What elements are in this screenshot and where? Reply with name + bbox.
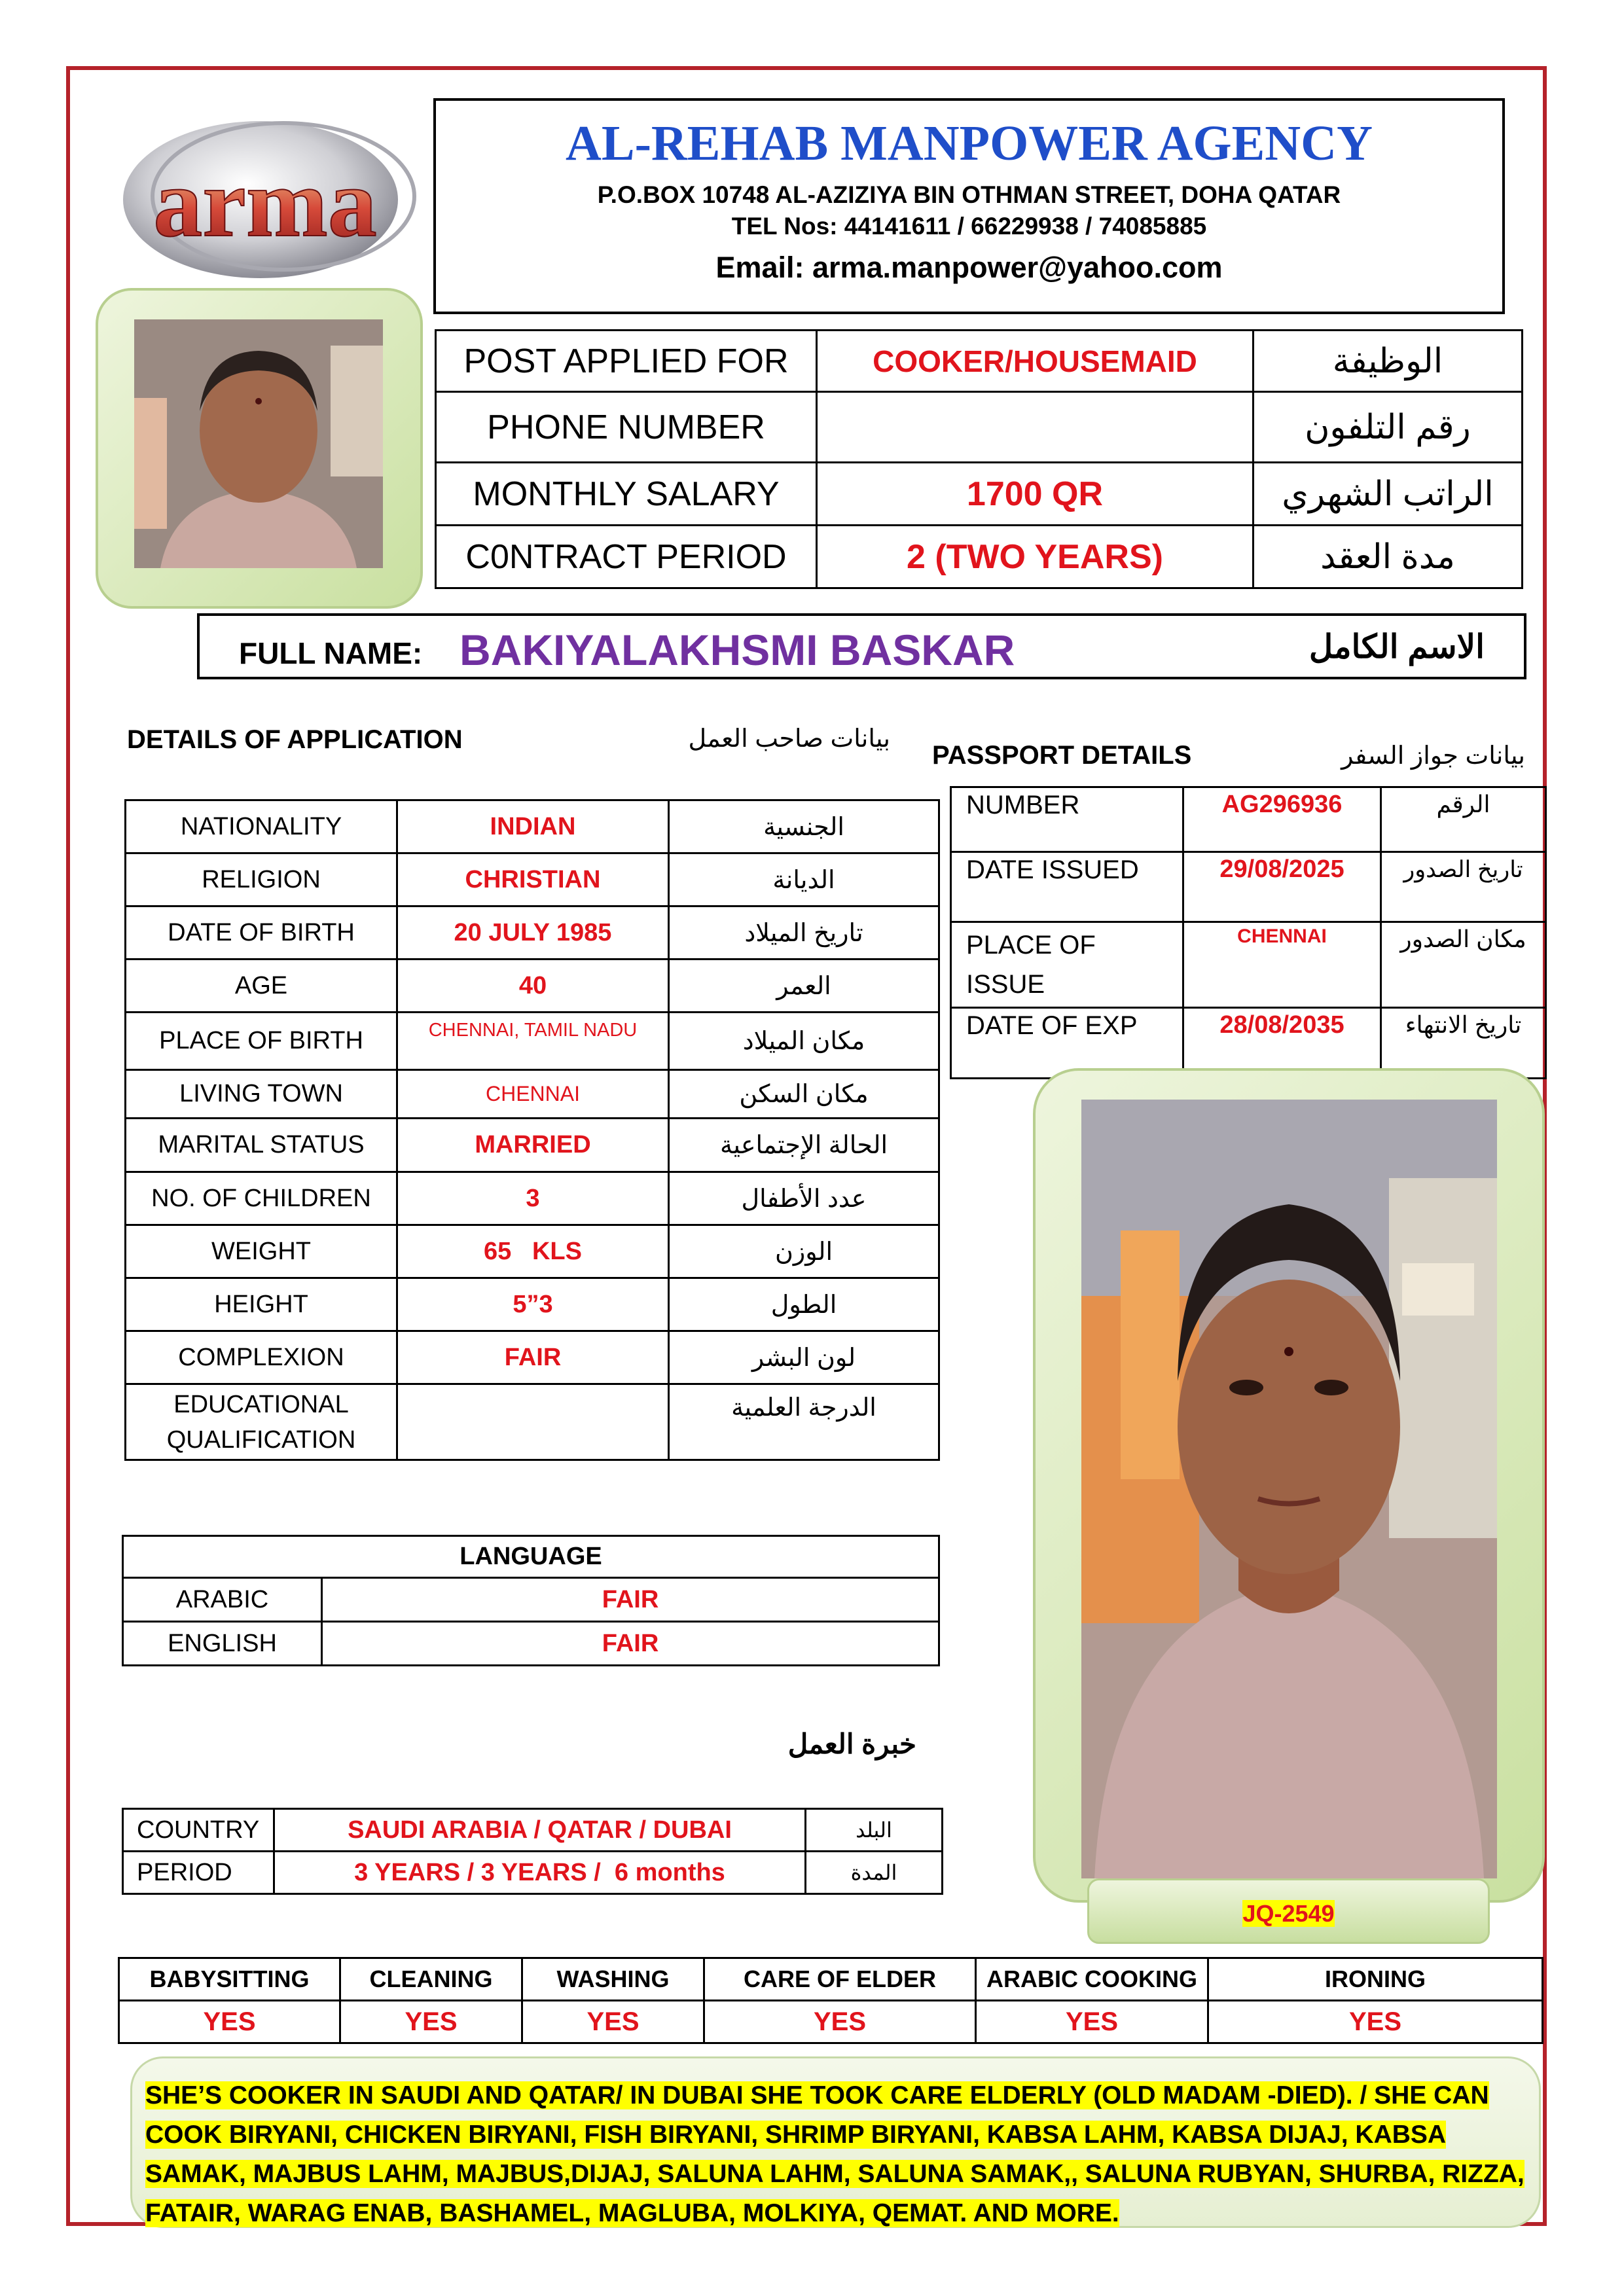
passport-number-arabic: الرقم <box>1381 787 1546 852</box>
date-issued-label: DATE ISSUED <box>951 852 1183 922</box>
passport-number-value: AG296936 <box>1183 787 1381 852</box>
table-row <box>126 1278 939 1331</box>
skill-washing-value: YES <box>522 2001 704 2043</box>
skill-ironing-label: IRONING <box>1208 1958 1543 2001</box>
education-label: EDUCATIONAL QUALIFICATION <box>126 1384 397 1460</box>
table-row <box>436 526 1523 588</box>
experience-period-arabic: المدة <box>806 1852 943 1894</box>
post-table <box>435 329 1523 589</box>
complexion-value: FAIR <box>397 1331 669 1384</box>
experience-title-arabic: خبرة العمل <box>787 1729 916 1759</box>
age-value: 40 <box>397 960 669 1013</box>
reference-code-tab <box>1087 1878 1490 1944</box>
living-town-value: CHENNAI <box>397 1070 669 1119</box>
contract-period-arabic: مدة العقد <box>1254 526 1523 588</box>
full-name-label: FULL NAME: <box>239 636 423 670</box>
application-table <box>124 799 940 1461</box>
passport-section-arabic: بيانات جواز السفر <box>1341 742 1525 770</box>
height-arabic: الطول <box>669 1278 939 1331</box>
nationality-label: NATIONALITY <box>126 800 397 853</box>
weight-label: WEIGHT <box>126 1225 397 1278</box>
experience-country-value: SAUDI ARABIA / QATAR / DUBAI <box>274 1809 806 1852</box>
svg-text:arma: arma <box>153 149 377 257</box>
applicant-photo-large <box>1081 1100 1497 1878</box>
post-applied-label: POST APPLIED FOR <box>436 331 817 392</box>
age-arabic: العمر <box>669 960 939 1013</box>
agency-header <box>433 98 1505 314</box>
skill-cleaning-value: YES <box>340 2001 522 2043</box>
table-row <box>951 787 1546 852</box>
religion-arabic: الديانة <box>669 853 939 906</box>
passport-table <box>950 786 1547 1079</box>
table-row <box>126 1013 939 1070</box>
table-row <box>126 1384 939 1460</box>
experience-table <box>122 1808 943 1895</box>
monthly-salary-value: 1700 QR <box>817 463 1254 526</box>
dob-value: 20 JULY 1985 <box>397 906 669 960</box>
application-section-arabic: بيانات صاحب العمل <box>688 725 890 753</box>
children-arabic: عدد الأطفال <box>669 1172 939 1225</box>
marital-status-label: MARITAL STATUS <box>126 1119 397 1172</box>
agency-phones: TEL Nos: 44141611 / 66229938 / 74085885 <box>731 213 1207 240</box>
full-name-value: BAKIYALAKHSMI BASKAR <box>460 626 1015 674</box>
skill-arabic-cooking-label: ARABIC COOKING <box>976 1958 1208 2001</box>
skill-babysitting-label: BABYSITTING <box>119 1958 340 2001</box>
living-town-arabic: مكان السكن <box>669 1070 939 1119</box>
age-label: AGE <box>126 960 397 1013</box>
place-of-issue-arabic: مكان الصدور <box>1381 922 1546 1008</box>
skill-ironing-value: YES <box>1208 2001 1543 2043</box>
living-town-label: LIVING TOWN <box>126 1070 397 1119</box>
weight-arabic: الوزن <box>669 1225 939 1278</box>
reference-code: JQ-2549 <box>1242 1900 1335 1927</box>
table-row <box>119 1958 1543 2001</box>
height-label: HEIGHT <box>126 1278 397 1331</box>
table-row <box>436 463 1523 526</box>
date-exp-label: DATE OF EXP <box>951 1008 1183 1079</box>
education-arabic: الدرجة العلمية <box>669 1384 939 1460</box>
skill-babysitting-value: YES <box>119 2001 340 2043</box>
phone-number-value <box>817 392 1254 463</box>
table-row <box>119 2001 1543 2043</box>
dob-label: DATE OF BIRTH <box>126 906 397 960</box>
contract-period-label: C0NTRACT PERIOD <box>436 526 817 588</box>
experience-period-value: 3 YEARS / 3 YEARS / 6 months <box>274 1852 806 1894</box>
skill-arabic-cooking-value: YES <box>976 2001 1208 2043</box>
table-row <box>126 1331 939 1384</box>
language-arabic-label: ARABIC <box>123 1578 322 1622</box>
table-row <box>436 392 1523 463</box>
weight-value: 65 KLS <box>397 1225 669 1278</box>
table-row <box>126 1119 939 1172</box>
table-row <box>126 853 939 906</box>
date-issued-value: 29/08/2025 <box>1183 852 1381 922</box>
table-row <box>126 906 939 960</box>
place-of-issue-label: PLACE OF ISSUE <box>951 922 1183 1008</box>
language-english-label: ENGLISH <box>123 1622 322 1666</box>
passport-number-label: NUMBER <box>951 787 1183 852</box>
religion-label: RELIGION <box>126 853 397 906</box>
post-applied-arabic: الوظيفة <box>1254 331 1523 392</box>
skills-table <box>118 1957 1543 2044</box>
post-applied-value: COOKER/HOUSEMAID <box>817 331 1254 392</box>
contract-period-value: 2 (TWO YEARS) <box>817 526 1254 588</box>
skill-cleaning-label: CLEANING <box>340 1958 522 2001</box>
monthly-salary-label: MONTHLY SALARY <box>436 463 817 526</box>
complexion-label: COMPLEXION <box>126 1331 397 1384</box>
full-name-arabic: الاسم الكامل <box>1308 628 1485 665</box>
experience-country-label: COUNTRY <box>123 1809 274 1852</box>
notes-text: SHE’S COOKER IN SAUDI AND QATAR/ IN DUBAI SHE TOOK CARE ELDERLY (OLD MADAM -DIED). / SHE CAN COOK BIRYANI, CHICKEN BIRYANI, FISH BIRYANI, SHRIMP BIRYANI, KABSA LAHM, KABSA DIJAJ, KABSA SAMAK, MAJBUS LAHM, MAJBUS,DIJAJ, SALUNA LAHM, SALUNA SAMAK,, SALUNA RUBYAN, SHURBA, RIZZA, FATAIR, WARAG ENAB, BASHAMEL, MAGLUBA, MOLKIYA, QEMAT. AND MORE. <box>145 2081 1525 2227</box>
language-table <box>122 1535 940 1666</box>
skill-washing-label: WASHING <box>522 1958 704 2001</box>
table-row <box>126 960 939 1013</box>
table-row <box>123 1852 943 1894</box>
children-label: NO. OF CHILDREN <box>126 1172 397 1225</box>
phone-number-arabic: رقم التلفون <box>1254 392 1523 463</box>
table-row <box>123 1622 939 1666</box>
agency-name: AL-REHAB MANPOWER AGENCY <box>566 116 1373 171</box>
table-row <box>126 1070 939 1119</box>
nationality-arabic: الجنسية <box>669 800 939 853</box>
skill-care-of-elder-value: YES <box>704 2001 976 2043</box>
language-arabic-value: FAIR <box>322 1578 939 1622</box>
experience-period-label: PERIOD <box>123 1852 274 1894</box>
language-title: LANGUAGE <box>123 1536 939 1578</box>
complexion-arabic: لون البشر <box>669 1331 939 1384</box>
date-issued-arabic: تاريخ الصدور <box>1381 852 1546 922</box>
education-value <box>397 1384 669 1460</box>
table-row <box>951 852 1546 922</box>
full-name-box <box>197 613 1526 679</box>
notes-box <box>130 2056 1541 2228</box>
place-of-birth-value: CHENNAI, TAMIL NADU <box>397 1013 669 1070</box>
date-exp-arabic: تاريخ الانتهاء <box>1381 1008 1546 1079</box>
table-row <box>123 1809 943 1852</box>
place-of-birth-label: PLACE OF BIRTH <box>126 1013 397 1070</box>
language-english-value: FAIR <box>322 1622 939 1666</box>
table-row <box>126 1172 939 1225</box>
monthly-salary-arabic: الراتب الشهري <box>1254 463 1523 526</box>
religion-value: CHRISTIAN <box>397 853 669 906</box>
date-exp-value: 28/08/2035 <box>1183 1008 1381 1079</box>
children-value: 3 <box>397 1172 669 1225</box>
experience-country-arabic: البلد <box>806 1809 943 1852</box>
marital-status-arabic: الحالة الإجتماعية <box>669 1119 939 1172</box>
agency-email: Email: arma.manpower@yahoo.com <box>715 251 1223 284</box>
marital-status-value: MARRIED <box>397 1119 669 1172</box>
agency-logo <box>120 111 427 288</box>
table-row <box>123 1578 939 1622</box>
skill-care-of-elder-label: CARE OF ELDER <box>704 1958 976 2001</box>
applicant-photo-small <box>134 319 383 568</box>
table-row <box>126 800 939 853</box>
nationality-value: INDIAN <box>397 800 669 853</box>
table-row <box>951 922 1546 1008</box>
place-of-birth-arabic: مكان الميلاد <box>669 1013 939 1070</box>
table-row <box>126 1225 939 1278</box>
place-of-issue-value: CHENNAI <box>1183 922 1381 1008</box>
height-value: 5”3 <box>397 1278 669 1331</box>
application-section-title: DETAILS OF APPLICATION <box>127 725 463 754</box>
dob-arabic: تاريخ الميلاد <box>669 906 939 960</box>
passport-section-title: PASSPORT DETAILS <box>932 741 1192 770</box>
table-row <box>123 1536 939 1578</box>
agency-address: P.O.BOX 10748 AL-AZIZIYA BIN OTHMAN STREET, DOHA QATAR <box>597 181 1341 208</box>
table-row <box>436 331 1523 392</box>
phone-number-label: PHONE NUMBER <box>436 392 817 463</box>
